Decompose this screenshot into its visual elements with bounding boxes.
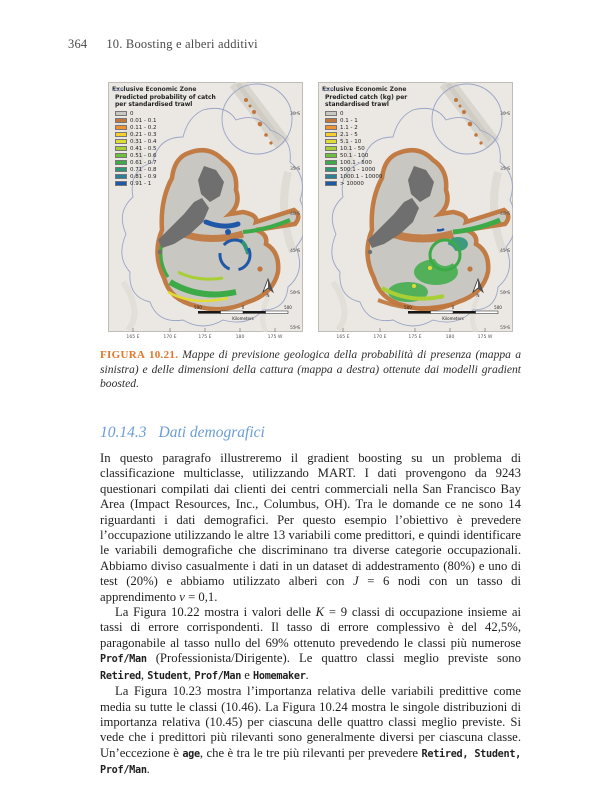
lat-label: 30 S xyxy=(290,112,301,117)
lat-label: 45 S xyxy=(500,249,511,254)
paragraph xyxy=(100,451,521,605)
lat-label: 50 S xyxy=(290,291,301,296)
lat-label: 35 S xyxy=(500,167,511,172)
scale-label: 500 xyxy=(404,305,412,310)
map-predicted-catch xyxy=(318,82,515,340)
legend-swatch xyxy=(325,167,337,172)
legend-item xyxy=(325,166,407,173)
text-run: In questo paragrafo illustreremo il gradient boosting su un problema di classificazione multiclasse, utilizzando MART. I dati provengono da 9243 questionari compilati dai clienti dei centri commerciali nella San Francisco Bay Area (Impact Resources, Inc., Columbus, OH). Tra le domande ce ne sono 14 riguardanti i dati demografici. Per questo esempio l’obiettivo è prevedere l’occupazione utilizzando le altre 13 variabili come predittori, e quindi identificare le variabili demografiche che discriminano tra diverse categorie occupazionali. Abbiamo diviso casualmente i dati in un dataset di addestramento (80%) e uno di test (20%) e abbiamo utilizzato alberi con xyxy=(100,451,521,589)
body-text xyxy=(100,451,521,779)
eez-line-icon xyxy=(322,86,335,93)
legend-item xyxy=(325,131,407,138)
legend-label: 100.1 - 500 xyxy=(340,158,372,166)
scale-label: 0 xyxy=(241,305,245,310)
legend-item xyxy=(325,138,407,145)
lon-label: 175 W xyxy=(267,335,283,340)
lon-label: 175 E xyxy=(408,335,422,340)
legend-label: 0.71 - 0.8 xyxy=(130,165,157,173)
legend-label: 0 xyxy=(130,109,134,117)
inline-code: Retired xyxy=(100,670,141,682)
legend-label: 0 xyxy=(340,109,344,117)
legend-title-line2: per standardised trawl xyxy=(115,101,193,108)
lon-label: 170 E xyxy=(373,335,387,340)
legend-swatch xyxy=(325,153,337,158)
text-run: . xyxy=(305,667,309,682)
legend-label: 500.1 - 1000 xyxy=(340,165,376,173)
page-number: 364 xyxy=(68,37,88,51)
legend-item xyxy=(115,173,216,180)
legend-title-line1: Predicted probability of catch xyxy=(115,94,216,101)
legend-swatch xyxy=(325,111,337,116)
text-run: . xyxy=(146,762,150,777)
legend-item xyxy=(115,131,216,138)
inline-code: Prof/Man xyxy=(100,654,147,666)
legend-item xyxy=(115,124,216,131)
legend-swatch xyxy=(325,160,337,165)
lon-label: 180 xyxy=(445,335,455,340)
eez-label: Exclusive Economic Zone xyxy=(112,86,197,93)
inline-code: Retired, Student, Prof/Man xyxy=(100,748,521,777)
legend-swatch xyxy=(325,181,337,186)
text-run: , xyxy=(140,667,148,682)
lon-label: 175 W xyxy=(477,335,493,340)
legend-swatch xyxy=(115,174,127,179)
text-run: = 0,1. xyxy=(184,589,218,604)
legend-label: 2.1 - 5 xyxy=(340,130,358,138)
legend-label: 1.1 - 2 xyxy=(340,123,358,131)
running-header xyxy=(68,37,258,52)
inline-code: age xyxy=(182,748,200,760)
legend-swatch xyxy=(115,160,127,165)
legend-item xyxy=(325,124,407,131)
legend-entries xyxy=(115,110,216,187)
lat-label: 35 S xyxy=(290,167,301,172)
legend-swatch xyxy=(325,139,337,144)
legend-label: 1000.1 - 10000 xyxy=(340,172,383,180)
scale-label: 0 xyxy=(451,305,455,310)
figure-caption-text: Mappe di previsione geologica della probabilità di presenza (mappa a sinistra) e delle dimensioni della cattura (mappa a destra) ottenute dai modelli gradient boosted. xyxy=(100,348,521,390)
legend-item xyxy=(115,166,216,173)
legend-swatch xyxy=(325,132,337,137)
legend-item xyxy=(115,145,216,152)
legend-title-line1: Predicted catch (kg) per xyxy=(325,94,408,101)
legend-label: 0.01 - 0.1 xyxy=(130,116,157,124)
legend-label: 50.1 - 100 xyxy=(340,151,369,159)
legend-item xyxy=(325,159,407,166)
legend-label: 0.11 - 0.2 xyxy=(130,123,157,131)
lat-label: 50 S xyxy=(500,291,511,296)
figure-caption-label: FIGURA 10.21. xyxy=(100,349,179,361)
legend-label: 0.51 - 0.6 xyxy=(130,151,157,159)
legend-item xyxy=(325,180,407,187)
lat-label: 45 S xyxy=(290,249,301,254)
legend-swatch xyxy=(325,125,337,130)
scale-label: 500 xyxy=(494,305,502,310)
lat-label: 55 S xyxy=(290,326,301,331)
legend-item xyxy=(115,180,216,187)
lon-label: 175 E xyxy=(198,335,212,340)
text-run: K xyxy=(315,605,325,620)
legend-swatch xyxy=(115,153,127,158)
legend-swatch xyxy=(115,125,127,130)
legend-label: 10.1 - 50 xyxy=(340,144,365,152)
text-run: ν xyxy=(179,589,185,604)
legend-item xyxy=(325,110,407,117)
inline-code: Prof/Man xyxy=(194,670,242,682)
legend-label: 0.81 - 0.9 xyxy=(130,172,157,180)
map-legend xyxy=(112,86,216,187)
legend-item xyxy=(115,138,216,145)
north-label: N xyxy=(266,293,270,298)
lon-label: 165 E xyxy=(336,335,350,340)
legend-item xyxy=(325,117,407,124)
legend-label: 5.1 - 10 xyxy=(340,137,362,145)
paragraph xyxy=(100,684,521,778)
lat-label: 40 S xyxy=(290,212,301,217)
legend-label: 0.1 - 1 xyxy=(340,116,358,124)
legend-swatch xyxy=(115,167,127,172)
text-run: , che è tra le tre più rilevanti per prevedere xyxy=(199,745,422,760)
legend-title-line2: standardised trawl xyxy=(325,101,389,108)
text-run: La Figura 10.22 mostra i valori delle xyxy=(115,605,316,620)
legend-swatch xyxy=(325,146,337,151)
text-run: J xyxy=(353,574,359,589)
legend-item xyxy=(115,152,216,159)
scale-units: Kilometers xyxy=(232,316,254,321)
legend-item xyxy=(115,117,216,124)
scale-units: Kilometers xyxy=(442,316,464,321)
figure-caption xyxy=(100,348,521,392)
paragraph xyxy=(100,605,521,684)
text-run: e xyxy=(241,667,254,682)
lon-label: 180 xyxy=(235,335,245,340)
legend-swatch xyxy=(115,118,127,123)
section-heading xyxy=(100,424,265,442)
north-label: N xyxy=(476,293,480,298)
text-run: (Professionista/Dirigente). Le quattro classi meglio previste sono xyxy=(146,651,521,666)
legend-label: 0.21 - 0.3 xyxy=(130,130,157,138)
text-run: = 6 nodi con un tasso di apprendimento xyxy=(100,574,521,604)
section-title: Dati demografici xyxy=(158,424,265,441)
inline-code: Student xyxy=(147,670,189,682)
map-legend xyxy=(322,86,407,187)
legend-label: 0.61 - 0.7 xyxy=(130,158,157,166)
legend-label: > 10000 xyxy=(340,179,364,187)
legend-swatch xyxy=(115,139,127,144)
legend-label: 0.31 - 0.4 xyxy=(130,137,157,145)
text-run: La Figura 10.23 mostra l’importanza relativa delle variabili predittive come media su tutte le classi (10.46). La Figura 10.24 mostra le singole distribuzioni di importanza relativa (10.45) per ciascuna delle quattro classi meglio previste. Si vede che i predittori più rilevanti sono generalmente diversi per ciascuna classe. Un’eccezione è xyxy=(100,684,521,760)
scale-label: 500 xyxy=(284,305,292,310)
map-probability-of-catch xyxy=(108,82,305,340)
lat-label: 55 S xyxy=(500,326,511,331)
legend-item xyxy=(325,145,407,152)
legend-swatch xyxy=(325,118,337,123)
lon-label: 165 E xyxy=(126,335,140,340)
chapter-title: 10. Boosting e alberi additivi xyxy=(106,37,258,51)
legend-item xyxy=(325,173,407,180)
lat-label: 30 S xyxy=(500,112,511,117)
scale-label: 500 xyxy=(194,305,202,310)
eez-line-icon xyxy=(112,86,125,93)
section-number: 10.14.3 xyxy=(100,424,147,441)
legend-label: 0.91 - 1 xyxy=(130,179,152,187)
text-run: = 9 classi di occupazione insieme ai tassi di errore corrispondenti. Il tasso di errore complessivo è del 42,5%, paragonabile al tasso nullo del 69% ottenuto prevedendo le classi più numerose xyxy=(100,605,521,650)
legend-item xyxy=(115,110,216,117)
legend-label: 0.41 - 0.5 xyxy=(130,144,157,152)
legend-item xyxy=(115,159,216,166)
legend-swatch xyxy=(115,132,127,137)
legend-swatch xyxy=(115,111,127,116)
legend-entries xyxy=(325,110,407,187)
text-run: , xyxy=(188,667,195,682)
legend-swatch xyxy=(115,181,127,186)
lat-label: 40 S xyxy=(500,212,511,217)
legend-item xyxy=(325,152,407,159)
lon-label: 170 E xyxy=(163,335,177,340)
legend-swatch xyxy=(115,146,127,151)
eez-label: Exclusive Economic Zone xyxy=(322,86,407,93)
legend-swatch xyxy=(325,174,337,179)
inline-code: Homemaker xyxy=(253,670,306,682)
